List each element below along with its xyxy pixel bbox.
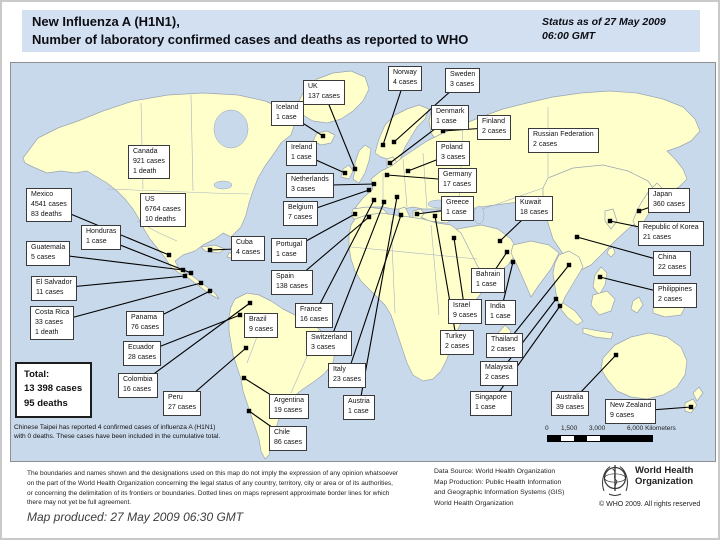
country-marker-singapore — [558, 304, 562, 308]
country-marker-guatemala — [181, 268, 185, 272]
label-line: 10 deaths — [145, 215, 176, 223]
country-marker-cuba — [208, 248, 212, 252]
country-marker-greece — [415, 212, 419, 216]
copyright-text: © WHO 2009. All rights reserved — [599, 501, 701, 508]
country-label-singapore — [470, 391, 512, 416]
country-label-italy — [328, 363, 366, 388]
label-line: France — [300, 306, 322, 313]
label-line: Republic of Korea — [643, 224, 699, 231]
country-label-chile — [269, 426, 307, 451]
label-line: 2 cases — [658, 295, 683, 303]
label-line: 4541 cases — [31, 200, 67, 208]
label-line: 1 case — [276, 250, 297, 258]
label-line: 33 cases — [35, 318, 64, 326]
country-marker-australia — [614, 353, 618, 357]
label-line: 2 cases — [482, 127, 507, 135]
country-label-belgium — [283, 201, 318, 226]
label-line: Italy — [333, 366, 346, 373]
label-line: Austria — [348, 398, 370, 405]
who-logo-block — [599, 463, 714, 502]
label-line: Bahrain — [476, 271, 501, 278]
label-line: Belgium — [288, 204, 314, 211]
label-line: Germany — [443, 171, 472, 178]
label-line: 137 cases — [308, 92, 340, 100]
country-marker-mexico — [167, 253, 171, 257]
label-line: Argentina — [274, 397, 304, 404]
page-title — [32, 13, 468, 49]
label-line: Japan — [653, 191, 673, 198]
country-label-india — [485, 300, 516, 325]
label-line: China — [658, 254, 677, 261]
label-line: Honduras — [86, 228, 117, 235]
country-marker-kuwait — [498, 239, 502, 243]
label-line: 27 cases — [168, 403, 197, 411]
country-label-france — [295, 303, 333, 328]
country-marker-india — [511, 260, 515, 264]
country-label-bahrain — [471, 268, 505, 293]
who-org-name: World Health Organization — [635, 465, 694, 487]
label-line: 1 case — [490, 312, 511, 320]
label-line: 2 cases — [491, 345, 516, 353]
label-line: 2 cases — [445, 342, 470, 350]
country-label-kuwait — [515, 196, 553, 221]
country-marker-austria — [395, 195, 399, 199]
country-marker-poland — [406, 169, 410, 173]
label-line: 11 cases — [36, 288, 64, 296]
country-marker-denmark — [388, 161, 392, 165]
label-line: 3 cases — [450, 80, 475, 88]
country-label-cuba — [231, 236, 265, 261]
label-line: Philippines — [658, 286, 692, 293]
label-line: New Zealand — [610, 402, 652, 409]
label-line: 1 case — [476, 280, 497, 288]
label-line: 138 cases — [276, 282, 308, 290]
label-line: Switzerland — [311, 334, 348, 341]
label-line: Cuba — [236, 239, 253, 246]
country-label-israel — [448, 299, 482, 324]
country-marker-colombia — [248, 301, 252, 305]
country-marker-japan — [637, 209, 641, 213]
scale-tick-3000: 3,000 — [589, 425, 606, 432]
status-line1: Status as of 27 May 2009 — [542, 16, 666, 28]
country-marker-bahrain — [505, 250, 509, 254]
country-marker-argentina — [242, 376, 246, 380]
label-line: 86 cases — [274, 438, 303, 446]
country-marker-costa-rica — [199, 281, 203, 285]
label-line: 21 cases — [643, 233, 672, 241]
label-line: Ireland — [291, 144, 313, 151]
country-marker-panama — [208, 289, 212, 293]
country-label-philippines — [653, 283, 697, 308]
world-map-panel — [10, 62, 716, 462]
country-label-japan — [648, 188, 690, 213]
label-line: 7 cases — [288, 213, 313, 221]
country-label-new-zealand — [605, 399, 656, 424]
country-label-poland — [436, 141, 470, 166]
label-line: 17 cases — [443, 180, 472, 188]
country-marker-sweden — [392, 140, 396, 144]
label-line: El Salvador — [36, 279, 72, 286]
boundaries-disclaimer: The boundaries and names shown and the designations used on this map do not imply the expression of any opinion whatsoever on the part of the World Health Organization concerning the legal status of any country, territory, city or area or of its authorities, or concerning the delimitation of its frontiers or boundaries. Dotted lines on maps represent approximate border lines for which there may not yet be full agreement. — [27, 470, 399, 507]
country-label-portugal — [271, 238, 307, 263]
label-line: Denmark — [436, 108, 465, 115]
country-marker-china — [575, 235, 579, 239]
label-line: Brazil — [249, 316, 267, 323]
country-marker-new-zealand — [689, 405, 693, 409]
country-marker-netherlands — [372, 182, 376, 186]
label-line: Thailand — [491, 336, 518, 343]
country-marker-turkey — [433, 214, 437, 218]
label-line: 4 cases — [393, 78, 418, 86]
label-line: Guatemala — [31, 244, 66, 251]
label-line: 19 cases — [274, 406, 303, 414]
scale-bar-segments — [547, 435, 653, 442]
data-source-block — [434, 467, 594, 509]
country-marker-philippines — [598, 275, 602, 279]
country-marker-chile — [247, 409, 251, 413]
country-marker-norway — [381, 143, 385, 147]
label-line: 1 case — [475, 403, 496, 411]
label-line: 1 case — [348, 407, 369, 415]
label-line: 16 cases — [300, 315, 329, 323]
label-line: 5 cases — [31, 253, 56, 261]
label-line: Netherlands — [291, 176, 329, 183]
country-label-spain — [271, 270, 313, 295]
status-text — [542, 15, 692, 43]
label-line: Canada — [133, 148, 158, 155]
country-label-austria — [343, 395, 375, 420]
country-label-ecuador — [123, 341, 161, 366]
country-label-germany — [438, 168, 477, 193]
country-marker-switzerland — [382, 200, 386, 204]
country-label-us — [140, 193, 186, 227]
label-line: 39 cases — [556, 403, 585, 411]
label-line: 16 cases — [123, 385, 152, 393]
label-line: Peru — [168, 394, 183, 401]
country-label-costa-rica — [30, 306, 74, 340]
label-line: Kuwait — [520, 199, 542, 206]
label-line: 23 cases — [333, 375, 362, 383]
label-line: 4 cases — [236, 248, 261, 256]
country-label-iceland — [271, 101, 304, 126]
country-marker-germany — [385, 173, 389, 177]
label-line: 1 case — [291, 153, 312, 161]
header-band — [22, 10, 700, 52]
country-marker-belgium — [367, 188, 371, 192]
label-line: Sweden — [450, 71, 476, 78]
label-line: 1 case — [86, 237, 107, 245]
country-label-finland — [477, 115, 511, 140]
country-marker-ecuador — [238, 313, 242, 317]
country-marker-iceland — [321, 134, 325, 138]
country-label-panama — [126, 311, 164, 336]
country-marker-malaysia — [554, 297, 558, 301]
country-label-guatemala — [26, 241, 70, 266]
label-line: 2 cases — [485, 373, 510, 381]
label-line: Ecuador — [128, 344, 155, 351]
label-line: Chile — [274, 429, 290, 436]
country-label-thailand — [486, 333, 523, 358]
label-line: 1 case — [276, 113, 297, 121]
country-label-greece — [441, 196, 474, 221]
country-label-peru — [163, 391, 201, 416]
country-label-sweden — [445, 68, 480, 93]
label-line: Portugal — [276, 241, 303, 248]
country-label-denmark — [431, 105, 469, 130]
country-marker-spain — [367, 215, 371, 219]
label-line: Turkey — [445, 333, 467, 340]
scale-tick-1500: 1,500 — [561, 425, 578, 432]
data-source-line4: World Health Organization — [434, 499, 514, 507]
label-line: 3 cases — [441, 153, 466, 161]
country-label-switzerland — [306, 331, 352, 356]
label-line: Norway — [393, 69, 417, 76]
label-line: 9 cases — [453, 311, 478, 319]
data-source-line2: Map Production: Public Health Information — [434, 478, 562, 486]
title-line2: Number of laboratory confirmed cases and deaths as reported to WHO — [32, 32, 469, 48]
total-cases: 13 398 cases — [24, 383, 83, 395]
label-line: Panama — [131, 314, 158, 321]
label-line: 22 cases — [658, 263, 687, 271]
scale-tick-0: 0 — [545, 425, 549, 432]
label-line: 18 cases — [520, 208, 549, 216]
country-marker-italy — [399, 213, 403, 217]
label-line: Spain — [276, 273, 294, 280]
label-line: Israel — [453, 302, 471, 309]
country-marker-republic-of-korea — [608, 219, 612, 223]
country-marker-uk — [353, 167, 357, 171]
country-label-china — [653, 251, 691, 276]
country-label-brazil — [244, 313, 278, 338]
country-label-norway — [388, 66, 422, 91]
status-line2: 06:00 GMT — [542, 30, 596, 43]
label-line: 83 deaths — [31, 210, 62, 218]
country-label-malaysia — [480, 361, 518, 386]
country-label-russian-federation — [528, 128, 599, 153]
label-line: Malaysia — [485, 364, 513, 371]
country-marker-ireland — [343, 171, 347, 175]
country-marker-portugal — [353, 212, 357, 216]
label-line: 1 case — [436, 117, 457, 125]
total-deaths: 95 deaths — [24, 397, 68, 409]
country-label-turkey — [440, 330, 474, 355]
data-source-line1: Data Source: World Health Organization — [434, 468, 556, 475]
label-line: Mexico — [31, 191, 54, 198]
label-line: 3 cases — [291, 185, 316, 193]
label-line: 9 cases — [249, 325, 274, 333]
country-label-republic-of-korea — [638, 221, 704, 246]
label-line: Poland — [441, 144, 463, 151]
total-title: Total: — [24, 369, 50, 380]
country-label-uk — [303, 80, 345, 105]
label-line: Finland — [482, 118, 505, 125]
label-line: 1 death — [35, 328, 59, 336]
label-line: 76 cases — [131, 323, 160, 331]
label-line: Australia — [556, 394, 584, 401]
country-label-colombia — [118, 373, 158, 398]
label-line: 1 death — [133, 167, 157, 175]
label-line: 3 cases — [311, 343, 336, 351]
label-line: 921 cases — [133, 157, 165, 165]
country-marker-thailand — [567, 263, 571, 267]
country-label-netherlands — [286, 173, 334, 198]
label-line: 28 cases — [128, 353, 157, 361]
label-line: 360 cases — [653, 200, 685, 208]
scale-bar — [539, 425, 709, 449]
who-logo-icon — [599, 463, 631, 497]
label-line: India — [490, 303, 506, 310]
country-label-canada — [128, 145, 170, 179]
label-line: 1 case — [446, 208, 467, 216]
country-marker-el-salvador — [183, 274, 187, 278]
country-marker-honduras — [189, 271, 193, 275]
country-label-ireland — [286, 141, 317, 166]
total-box — [15, 362, 92, 418]
data-source-line3: and Geographic Information Systems (GIS) — [434, 489, 565, 497]
label-line: US — [145, 196, 155, 203]
country-label-mexico — [26, 188, 72, 222]
label-line: Greece — [446, 199, 469, 206]
country-marker-france — [372, 198, 376, 202]
country-label-australia — [551, 391, 589, 416]
title-line1: New Influenza A (H1N1), — [32, 14, 180, 29]
country-label-el-salvador — [31, 276, 77, 301]
label-line: Singapore — [475, 394, 507, 401]
label-line: 6764 cases — [145, 205, 181, 213]
label-line: UK — [308, 83, 318, 90]
label-line: 2 cases — [533, 140, 558, 148]
map-produced-text: Map produced: 27 May 2009 06:30 GMT — [27, 510, 244, 524]
country-marker-israel — [452, 236, 456, 240]
label-line: Colombia — [123, 376, 153, 383]
country-label-honduras — [81, 225, 121, 250]
label-line: Costa Rica — [35, 309, 70, 316]
country-label-argentina — [269, 394, 309, 419]
label-line: Iceland — [276, 104, 299, 111]
country-marker-peru — [244, 346, 248, 350]
label-line: Russian Federation — [533, 131, 594, 138]
scale-end-label: 6,000 Kilometers — [627, 425, 676, 432]
chinese-taipei-note: Chinese Taipei has reported 4 confirmed cases of influenza A (H1N1) with 0 deaths. These cases have been included in the cumulative total. — [14, 424, 221, 440]
label-line: 9 cases — [610, 411, 635, 419]
